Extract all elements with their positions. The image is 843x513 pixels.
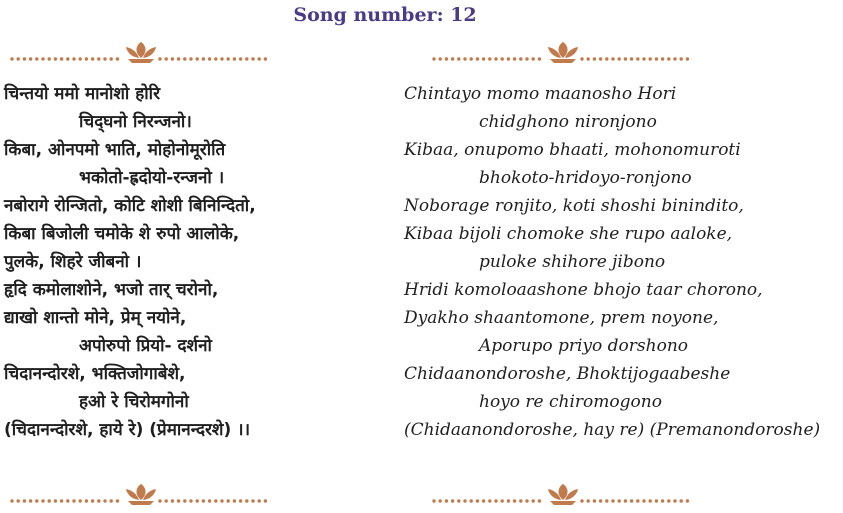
devanagari-lyric-line: किबा, ओनपमो भाति, मोहोनोमूरोति xyxy=(4,140,226,160)
transliteration-lyric-line: Chintayo momo maanosho Hori xyxy=(404,84,677,104)
lotus-dotted-divider-icon xyxy=(10,41,272,65)
transliteration-lyric-line: puloke shihore jibono xyxy=(479,252,666,272)
transliteration-lyric-line: Dyakho shaantomone, prem noyone, xyxy=(404,308,719,328)
lotus-dotted-divider-icon xyxy=(432,483,694,507)
devanagari-lyric-line: पुलके, शिहरे जीबनो । xyxy=(4,252,142,272)
transliteration-lyric-line: Kibaa, onupomo bhaati, mohonomuroti xyxy=(404,140,741,160)
devanagari-lyric-line: भकोतो-ह्रदोयो-रन्जनो । xyxy=(79,168,225,188)
devanagari-lyric-line: अपोरुपो प्रियो- दर्शनो xyxy=(79,336,212,356)
devanagari-lyric-line: चिन्तयो ममो मानोशो होरि xyxy=(4,84,161,104)
transliteration-lyric-line: chidghono nironjono xyxy=(479,112,657,132)
devanagari-lyric-line: (चिदानन्दोरशे, हाये रे) (प्रेमानन्दरशे) ।। xyxy=(4,420,251,440)
devanagari-lyric-line: हओ रे चिरोमगोनो xyxy=(79,392,189,412)
lotus-dotted-divider-icon xyxy=(432,41,694,65)
devanagari-lyrics xyxy=(4,80,384,444)
transliteration-lyric-line: Aporupo priyo dorshono xyxy=(479,336,689,356)
lotus-dotted-divider-icon xyxy=(10,483,272,507)
transliteration-lyric-line: (Chidaanondoroshe, hay re) (Premanondoroshe) xyxy=(404,420,821,440)
devanagari-lyric-line: चिद्‌घनो निरन्जनो। xyxy=(79,112,192,132)
transliteration-lyric-line: Noborage ronjito, koti shoshi binindito, xyxy=(404,196,744,216)
transliteration-lyric-line: Hridi komoloaashone bhojo taar chorono, xyxy=(404,280,763,300)
devanagari-lyric-line: द्याखो शान्तो मोने, प्रेम् नयोने, xyxy=(4,308,187,328)
transliteration-lyric-line: Kibaa bijoli chomoke she rupo aaloke, xyxy=(404,224,733,244)
transliteration-lyric-line: hoyo re chiromogono xyxy=(479,392,662,412)
devanagari-lyric-line: चिदानन्दोरशे, भक्तिजोगाबेशे, xyxy=(4,364,186,384)
transliteration-lyric-line: bhokoto-hridoyo-ronjono xyxy=(479,168,692,188)
devanagari-lyric-line: किबा बिजोली चमोके शे रुपो आलोके, xyxy=(4,224,240,244)
devanagari-lyric-line: नबोरागे रोन्जितो, कोटि शोशी बिनिन्दितो, xyxy=(4,196,256,216)
transliteration-lyric-line: Chidaanondoroshe, Bhoktijogaabeshe xyxy=(404,364,731,384)
transliteration-lyrics xyxy=(404,80,841,444)
song-title: Song number: 12 xyxy=(293,4,477,26)
devanagari-lyric-line: हृदि कमोलाशोने, भजो तार् चरोनो, xyxy=(4,280,219,300)
